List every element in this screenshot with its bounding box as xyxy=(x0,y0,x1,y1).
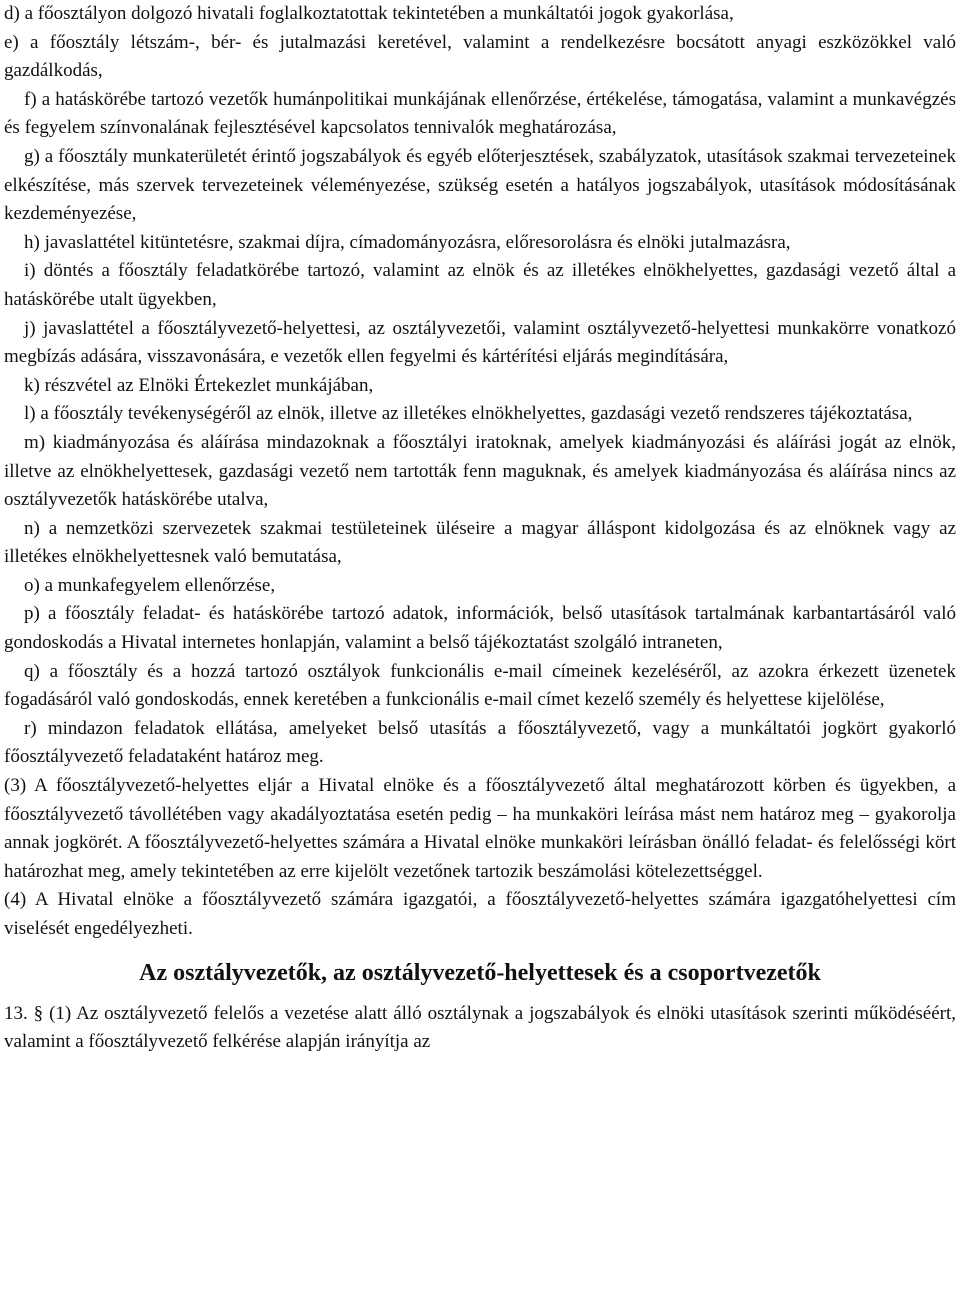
list-item-o: o) a munkafegyelem ellenőrzése, xyxy=(24,574,276,596)
paragraph-3: (3) A főosztályvezető-helyettes eljár a Hivatal elnöke és a főosztályvezető által meghatározott körben és ügyekben, a főosztályvezető távollétében vagy akadályoztatása esetén pedig – ha munkaköri leírása mást nem határoz meg – gyakorolja annak jogkörét. A főosztályvezető-helyettes számára a Hivatal elnöke munkaköri leírásban önálló feladat- és felelősségi kört határozhat meg, amely tekintetében az erre kijelölt vezetőnek tartozik beszámolási kötelezettséggel. xyxy=(4,775,956,882)
list-item-d: d) a főosztályon dolgozó hivatali foglalkoztatottak tekintetében a munkáltatói jogok gyakorlása, xyxy=(4,3,734,24)
list-item-r: r) mindazon feladatok ellátása, amelyeket belső utasítás a főosztályvezető, vagy a munkáltatói jogkört gyakorló főosztályvezető feladataként határoz meg. xyxy=(4,717,956,768)
paragraph-4: (4) A Hivatal elnöke a főosztályvezető számára igazgatói, a főosztályvezető-helyettes számára igazgatóhelyettesi cím viselését engedélyezheti. xyxy=(4,889,956,939)
list-item-h: h) javaslattétel kitüntetésre, szakmai díjra, címadományozásra, előresorolásra és elnöki jutalmazásra, xyxy=(24,231,791,253)
list-item-p: p) a főosztály feladat- és hatáskörébe tartozó adatok, információk, belső utasítások tartalmának karbantartásáról való gondoskodás a Hivatal internetes honlapján, valamint a belső tájékoztatást szolgáló intraneten, xyxy=(4,603,956,654)
list-item-j: j) javaslattétel a főosztályvezető-helyettesi, az osztályvezetői, valamint osztályvezető-helyettesi munkakörre vonatkozó megbízás adására, visszavonására, e vezetők ellen fegyelmi és kártérítési eljárás megindítására, xyxy=(4,317,956,368)
list-item-f: f) a hatáskörébe tartozó vezetők humánpolitikai munkájának ellenőrzése, értékelése, támogatása, valamint a munkavégzés és fegyelem színvonalának fejlesztésével kapcsolatos tennivalók meghatározása, xyxy=(4,88,956,139)
list-item-l: l) a főosztály tevékenységéről az elnök, illetve az illetékes elnökhelyettes, gazdasági vezető rendszeres tájékoztatása, xyxy=(24,403,913,425)
list-item-e: e) a főosztály létszám-, bér- és jutalmazási keretével, valamint a rendelkezésre bocsátott anyagi eszközökkel való gazdálkodás, xyxy=(4,31,956,82)
section-heading: Az osztályvezetők, az osztályvezető-helyettesek és a csoportvezetők xyxy=(139,959,821,986)
paragraph-13: 13. § (1) Az osztályvezető felelős a vezetése alatt álló osztálynak a jogszabályok és elnöki utasítások szerinti működéséért, valamint a főosztályvezető felkérése alapján irányítja az xyxy=(4,1002,956,1053)
task-list xyxy=(4,0,956,772)
list-item-g: g) a főosztály munkaterületét érintő jogszabályok és egyéb előterjesztések, szabályzatok, utasítások szakmai tervezeteinek elkészítése, más szervek tervezeteinek véleményezése, szükség esetén a hatályos jogszabályok, utasítások módosításának kezdeményezése, xyxy=(4,145,956,225)
list-item-i: i) döntés a főosztály feladatkörébe tartozó, valamint az elnök és az illetékes elnökhelyettes, gazdasági vezető által a hatáskörébe utalt ügyekben, xyxy=(4,260,956,310)
list-item-m: m) kiadmányozása és aláírása mindazoknak a főosztályi iratoknak, amelyek kiadmányozási és aláírási jogát az elnök, illetve az elnökhelyettesek, gazdasági vezető nem tartották fenn maguknak, és amelyek kiadmányozása és aláírása nincs az osztályvezetők hatáskörébe utalva, xyxy=(4,431,956,511)
list-item-q: q) a főosztály és a hozzá tartozó osztályok funkcionális e-mail címeinek kezeléséről, az azokra érkezett üzenetek fogadásáról való gondoskodás, ennek keretében a funkcionális e-mail címet kezelő személy és helyettese kijelölése, xyxy=(4,660,956,711)
list-item-n: n) a nemzetközi szervezetek szakmai testületeinek üléseire a magyar álláspont kidolgozása és az elnöknek vagy az illetékes elnökhelyettesnek való bemutatása, xyxy=(4,517,956,568)
list-item-k: k) részvétel az Elnöki Értekezlet munkájában, xyxy=(24,374,374,396)
